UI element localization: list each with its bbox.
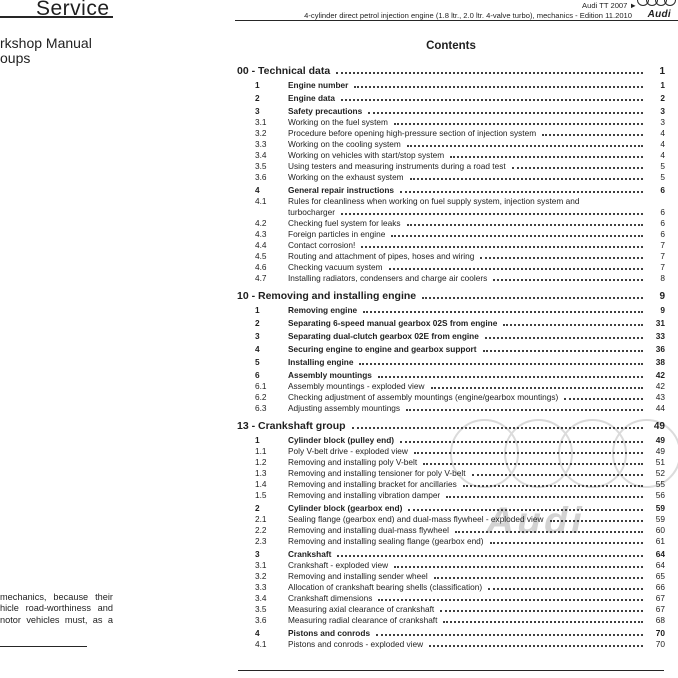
toc-entry-page: 4 — [660, 128, 665, 138]
toc-entry-number: 3.2 — [255, 128, 267, 138]
dot-leader — [434, 577, 643, 579]
toc-entry-title: Adjusting assembly mountings — [288, 403, 401, 413]
toc-entry-title: Cylinder block (pulley end) — [288, 435, 395, 445]
model-year-label: Audi TT 2007 ► — [582, 1, 637, 10]
dot-leader — [493, 279, 643, 281]
toc-entry-page: 52 — [655, 468, 665, 478]
toc-entry-page: 42 — [655, 381, 665, 391]
dot-leader — [490, 542, 643, 544]
toc-entry-number: 3.6 — [255, 172, 267, 182]
toc-entry-number: 3.3 — [255, 139, 267, 149]
toc-entry-page: 8 — [660, 273, 665, 283]
toc-entry-row-continuation — [237, 207, 665, 218]
dot-leader — [485, 337, 643, 339]
toc-entry-number: 4 — [255, 344, 260, 354]
toc-entry-number: 1 — [255, 80, 260, 90]
dot-leader — [400, 441, 643, 443]
dot-leader — [389, 268, 643, 270]
toc-entry-number: 3 — [255, 331, 260, 341]
toc-entry-title: Separating dual-clutch gearbox 02E from engine — [288, 331, 479, 341]
audi-wordmark: Audi — [647, 9, 671, 20]
toc-entry-row — [237, 514, 665, 525]
toc-entry-page: 9 — [660, 305, 665, 315]
sidebar-note-line: mechanics, because their — [0, 592, 113, 602]
dot-leader — [503, 324, 643, 326]
toc-entry-row — [237, 139, 665, 150]
toc-entry-row — [237, 536, 665, 547]
toc-entry-row — [237, 571, 665, 582]
toc-entry-page: 6 — [660, 185, 665, 195]
dot-leader — [480, 257, 643, 259]
repair-groups-label: oups — [0, 50, 31, 66]
dot-leader — [378, 376, 643, 378]
toc-entry-row — [237, 262, 665, 273]
toc-entry-number: 3 — [255, 549, 260, 559]
toc-entry-number: 4.1 — [255, 196, 267, 206]
toc-entry-title: Assembly mountings - exploded view — [288, 381, 425, 391]
dot-leader — [368, 112, 643, 114]
toc-entry-title: Installing radiators, condensers and charge air coolers — [288, 273, 488, 283]
toc-entry-number: 4.5 — [255, 251, 267, 261]
toc-entry-page: 59 — [655, 514, 665, 524]
dot-leader — [446, 496, 643, 498]
toc-entry-page: 66 — [655, 582, 665, 592]
toc-entry-page: 59 — [655, 503, 665, 513]
toc-entry-page: 49 — [655, 435, 665, 445]
dot-leader — [361, 246, 643, 248]
toc-section-row — [237, 65, 665, 78]
toc-entry-title: Allocation of crankshaft bearing shells (classification) — [288, 582, 483, 592]
audi-ring-icon — [664, 0, 676, 6]
toc-section-title: 00 - Technical data — [237, 65, 331, 77]
toc-entry-title: turbocharger — [288, 207, 336, 217]
toc-entry-number: 3.6 — [255, 615, 267, 625]
toc-entry-page: 2 — [660, 93, 665, 103]
toc-entry-page: 70 — [655, 628, 665, 638]
toc-entry-row — [237, 593, 665, 604]
toc-entry-number: 2.3 — [255, 536, 267, 546]
dot-leader — [542, 134, 643, 136]
toc-entry-page: 36 — [655, 344, 665, 354]
table-of-contents — [237, 65, 665, 650]
toc-entry-title: Removing and installing sender wheel — [288, 571, 428, 581]
toc-section-page: 49 — [653, 421, 665, 432]
toc-entry-title: Checking vacuum system — [288, 262, 383, 272]
dot-leader — [407, 145, 643, 147]
toc-entry-row — [237, 318, 665, 329]
content-bottom-rule — [238, 670, 664, 671]
dot-leader — [336, 72, 643, 74]
dot-leader — [341, 213, 643, 215]
dot-leader — [378, 599, 643, 601]
toc-entry-row — [237, 344, 665, 355]
toc-entry-number: 4 — [255, 185, 260, 195]
toc-entry-title: Crankshaft - exploded view — [288, 560, 389, 570]
toc-entry-number: 1.1 — [255, 446, 267, 456]
dot-leader — [423, 463, 643, 465]
dot-leader — [363, 311, 643, 313]
toc-entry-row — [237, 93, 665, 104]
toc-entry-title: Routing and attachment of pipes, hoses and wiring — [288, 251, 475, 261]
toc-entry-page: 43 — [655, 392, 665, 402]
toc-entry-number: 2 — [255, 93, 260, 103]
toc-section-row — [237, 420, 665, 433]
toc-entry-title: Pistons and conrods - exploded view — [288, 639, 424, 649]
toc-entry-row — [237, 446, 665, 457]
toc-entry-page: 3 — [660, 106, 665, 116]
toc-entry-page: 7 — [660, 262, 665, 272]
toc-entry-page: 38 — [655, 357, 665, 367]
toc-entry-page: 61 — [655, 536, 665, 546]
toc-entry-page: 55 — [655, 479, 665, 489]
toc-entry-number: 1 — [255, 435, 260, 445]
dot-leader — [410, 178, 643, 180]
toc-entry-number: 4.4 — [255, 240, 267, 250]
toc-entry-row — [237, 628, 665, 639]
toc-section-title: 13 - Crankshaft group — [237, 420, 346, 432]
contents-heading: Contents — [426, 40, 476, 52]
toc-entry-title: Removing engine — [288, 305, 358, 315]
toc-entry-row — [237, 161, 665, 172]
toc-entry-number: 2.1 — [255, 514, 267, 524]
toc-entry-row — [237, 582, 665, 593]
toc-entry-title: Removing and installing vibration damper — [288, 490, 441, 500]
toc-entry-title: General repair instructions — [288, 185, 395, 195]
toc-entry-page: 4 — [660, 139, 665, 149]
dot-leader — [376, 634, 643, 636]
toc-entry-title: Rules for cleanliness when working on fuel supply system, injection system and — [288, 196, 580, 206]
toc-entry-page: 5 — [660, 161, 665, 171]
toc-entry-row — [237, 549, 665, 560]
toc-entry-title: Foreign particles in engine — [288, 229, 386, 239]
toc-entry-title: Engine data — [288, 93, 336, 103]
dot-leader — [440, 610, 643, 612]
toc-entry-page: 3 — [660, 117, 665, 127]
toc-entry-row — [237, 370, 665, 381]
toc-entry-title: Measuring axial clearance of crankshaft — [288, 604, 435, 614]
toc-section-page: 9 — [659, 291, 665, 302]
toc-entry-number: 2 — [255, 318, 260, 328]
toc-entry-title: Pistons and conrods — [288, 628, 371, 638]
toc-entry-row — [237, 560, 665, 571]
toc-entry-title: Checking fuel system for leaks — [288, 218, 401, 228]
toc-entry-row — [237, 604, 665, 615]
toc-entry-title: Sealing flange (gearbox end) and dual-mass flywheel - exploded view — [288, 514, 544, 524]
dot-leader — [394, 123, 643, 125]
sidebar-note-line: notor vehicles must, as a — [0, 614, 113, 625]
dot-leader — [443, 621, 643, 623]
toc-entry-title: Removing and installing dual-mass flywheel — [288, 525, 449, 535]
toc-entry-row — [237, 106, 665, 117]
toc-entry-number: 3.2 — [255, 571, 267, 581]
toc-section-title: 10 - Removing and installing engine — [237, 290, 417, 302]
toc-entry-row — [237, 503, 665, 514]
toc-entry-row — [237, 435, 665, 446]
sidebar-note-line: hicle road-worthiness and — [0, 603, 113, 614]
dot-leader — [550, 520, 643, 522]
dot-leader — [354, 86, 643, 88]
toc-entry-number: 4 — [255, 628, 260, 638]
toc-entry-title: Removing and installing poly V-belt — [288, 457, 418, 467]
toc-entry-page: 49 — [655, 446, 665, 456]
toc-entry-title: Engine number — [288, 80, 349, 90]
toc-entry-page: 56 — [655, 490, 665, 500]
dot-leader — [359, 363, 643, 365]
toc-entry-title: Removing and installing tensioner for poly V-belt — [288, 468, 466, 478]
toc-entry-page: 6 — [660, 218, 665, 228]
dot-leader — [400, 191, 643, 193]
toc-entry-row — [237, 331, 665, 342]
toc-entry-row — [237, 468, 665, 479]
toc-entry-row — [237, 229, 665, 240]
toc-entry-number: 4.2 — [255, 218, 267, 228]
toc-entry-row — [237, 273, 665, 284]
toc-entry-row — [237, 117, 665, 128]
toc-entry-number: 6.1 — [255, 381, 267, 391]
toc-entry-row — [237, 128, 665, 139]
toc-entry-row — [237, 218, 665, 229]
dot-leader — [512, 167, 643, 169]
service-title: Service — [36, 0, 110, 20]
toc-entry-row — [237, 525, 665, 536]
toc-entry-page: 33 — [655, 331, 665, 341]
toc-entry-row — [237, 615, 665, 626]
toc-entry-title: Safety precautions — [288, 106, 363, 116]
toc-entry-page: 65 — [655, 571, 665, 581]
dot-leader — [341, 99, 643, 101]
toc-entry-title: Assembly mountings — [288, 370, 372, 380]
toc-entry-title: Securing engine to engine and gearbox support — [288, 344, 477, 354]
toc-entry-number: 3.1 — [255, 560, 267, 570]
toc-entry-page: 1 — [660, 80, 665, 90]
toc-entry-number: 3.5 — [255, 161, 267, 171]
toc-entry-number: 1 — [255, 305, 260, 315]
toc-entry-row — [237, 457, 665, 468]
toc-entry-row — [237, 185, 665, 196]
audi-rings-icon — [637, 0, 676, 6]
toc-entry-title: Using testers and measuring instruments during a road test — [288, 161, 506, 171]
toc-entry-page: 68 — [655, 615, 665, 625]
toc-entry-title: Installing engine — [288, 357, 354, 367]
toc-entry-number: 3 — [255, 106, 260, 116]
dot-leader — [429, 645, 643, 647]
dot-leader — [472, 474, 643, 476]
toc-entry-row — [237, 479, 665, 490]
toc-entry-row — [237, 490, 665, 501]
toc-entry-number: 1.5 — [255, 490, 267, 500]
toc-entry-number: 6.3 — [255, 403, 267, 413]
toc-entry-row — [237, 196, 665, 207]
dot-leader — [408, 509, 643, 511]
dot-leader — [406, 409, 643, 411]
workshop-manual-label: rkshop Manual — [0, 35, 92, 51]
dot-leader — [422, 297, 643, 299]
dot-leader — [463, 485, 643, 487]
toc-entry-number: 3.5 — [255, 604, 267, 614]
toc-entry-title: Working on vehicles with start/stop system — [288, 150, 445, 160]
toc-entry-title: Removing and installing bracket for ancillaries — [288, 479, 457, 489]
toc-entry-row — [237, 150, 665, 161]
toc-entry-number: 3.4 — [255, 150, 267, 160]
toc-entry-title: Separating 6-speed manual gearbox 02S from engine — [288, 318, 498, 328]
toc-section-page: 1 — [659, 66, 665, 77]
dot-leader — [394, 566, 643, 568]
toc-entry-page: 60 — [655, 525, 665, 535]
toc-section-row — [237, 290, 665, 303]
toc-entry-title: Crankshaft dimensions — [288, 593, 373, 603]
toc-entry-row — [237, 392, 665, 403]
toc-entry-row — [237, 251, 665, 262]
audi-wordmark-watermark: Audi — [486, 500, 585, 541]
dot-leader — [450, 156, 643, 158]
toc-entry-title: Cylinder block (gearbox end) — [288, 503, 403, 513]
dot-leader — [414, 452, 643, 454]
toc-entry-number: 1.2 — [255, 457, 267, 467]
toc-entry-number: 6 — [255, 370, 260, 380]
dot-leader — [488, 588, 643, 590]
toc-entry-title: Removing and installing sealing flange (gearbox end) — [288, 536, 484, 546]
dot-leader — [455, 531, 643, 533]
toc-entry-page: 7 — [660, 240, 665, 250]
toc-entry-row — [237, 240, 665, 251]
toc-entry-number: 1.4 — [255, 479, 267, 489]
service-underline — [0, 16, 113, 18]
toc-entry-row — [237, 172, 665, 183]
toc-entry-title: Poly V-belt drive - exploded view — [288, 446, 408, 456]
toc-entry-title: Working on the cooling system — [288, 139, 401, 149]
sidebar-note — [0, 592, 113, 626]
header-rule — [235, 20, 678, 21]
manual-subtitle: 4-cylinder direct petrol injection engine (1.8 ltr., 2.0 ltr. 4-valve turbo), mechanics - Edition 11.2010 — [304, 11, 632, 20]
toc-entry-row — [237, 403, 665, 414]
toc-entry-page: 31 — [655, 318, 665, 328]
toc-entry-page: 5 — [660, 172, 665, 182]
toc-entry-number: 4.7 — [255, 273, 267, 283]
toc-entry-number: 5 — [255, 357, 260, 367]
toc-entry-page: 51 — [655, 457, 665, 467]
dot-leader — [391, 235, 643, 237]
toc-entry-number: 2.2 — [255, 525, 267, 535]
toc-entry-page: 7 — [660, 251, 665, 261]
toc-entry-title: Working on the exhaust system — [288, 172, 404, 182]
toc-entry-title: Crankshaft — [288, 549, 332, 559]
dot-leader — [352, 427, 643, 429]
toc-entry-number: 4.3 — [255, 229, 267, 239]
toc-entry-title: Contact corrosion! — [288, 240, 356, 250]
toc-entry-row — [237, 381, 665, 392]
toc-entry-page: 6 — [660, 207, 665, 217]
toc-entry-title: Procedure before opening high-pressure section of injection system — [288, 128, 537, 138]
toc-entry-title: Working on the fuel system — [288, 117, 388, 127]
dot-leader — [431, 387, 643, 389]
toc-entry-page: 67 — [655, 593, 665, 603]
toc-entry-number: 3.3 — [255, 582, 267, 592]
toc-entry-page: 70 — [655, 639, 665, 649]
toc-entry-page: 67 — [655, 604, 665, 614]
toc-entry-page: 44 — [655, 403, 665, 413]
toc-entry-number: 6.2 — [255, 392, 267, 402]
toc-entry-number: 3.4 — [255, 593, 267, 603]
toc-entry-page: 64 — [655, 549, 665, 559]
dot-leader — [483, 350, 643, 352]
toc-entry-page: 6 — [660, 229, 665, 239]
toc-entry-number: 4.6 — [255, 262, 267, 272]
toc-entry-number: 1.3 — [255, 468, 267, 478]
toc-entry-row — [237, 80, 665, 91]
toc-entry-row — [237, 357, 665, 368]
dot-leader — [337, 555, 643, 557]
toc-entry-page: 64 — [655, 560, 665, 570]
toc-entry-title: Measuring radial clearance of crankshaft — [288, 615, 438, 625]
toc-entry-page: 4 — [660, 150, 665, 160]
dot-leader — [407, 224, 643, 226]
toc-entry-row — [237, 305, 665, 316]
toc-entry-title: Checking adjustment of assembly mountings (engine/gearbox mountings) — [288, 392, 559, 402]
toc-entry-page: 42 — [655, 370, 665, 380]
toc-entry-number: 3.1 — [255, 117, 267, 127]
sidebar-note-rule — [0, 646, 87, 647]
dot-leader — [564, 398, 643, 400]
toc-entry-row — [237, 639, 665, 650]
toc-entry-number: 2 — [255, 503, 260, 513]
toc-entry-number: 4.1 — [255, 639, 267, 649]
